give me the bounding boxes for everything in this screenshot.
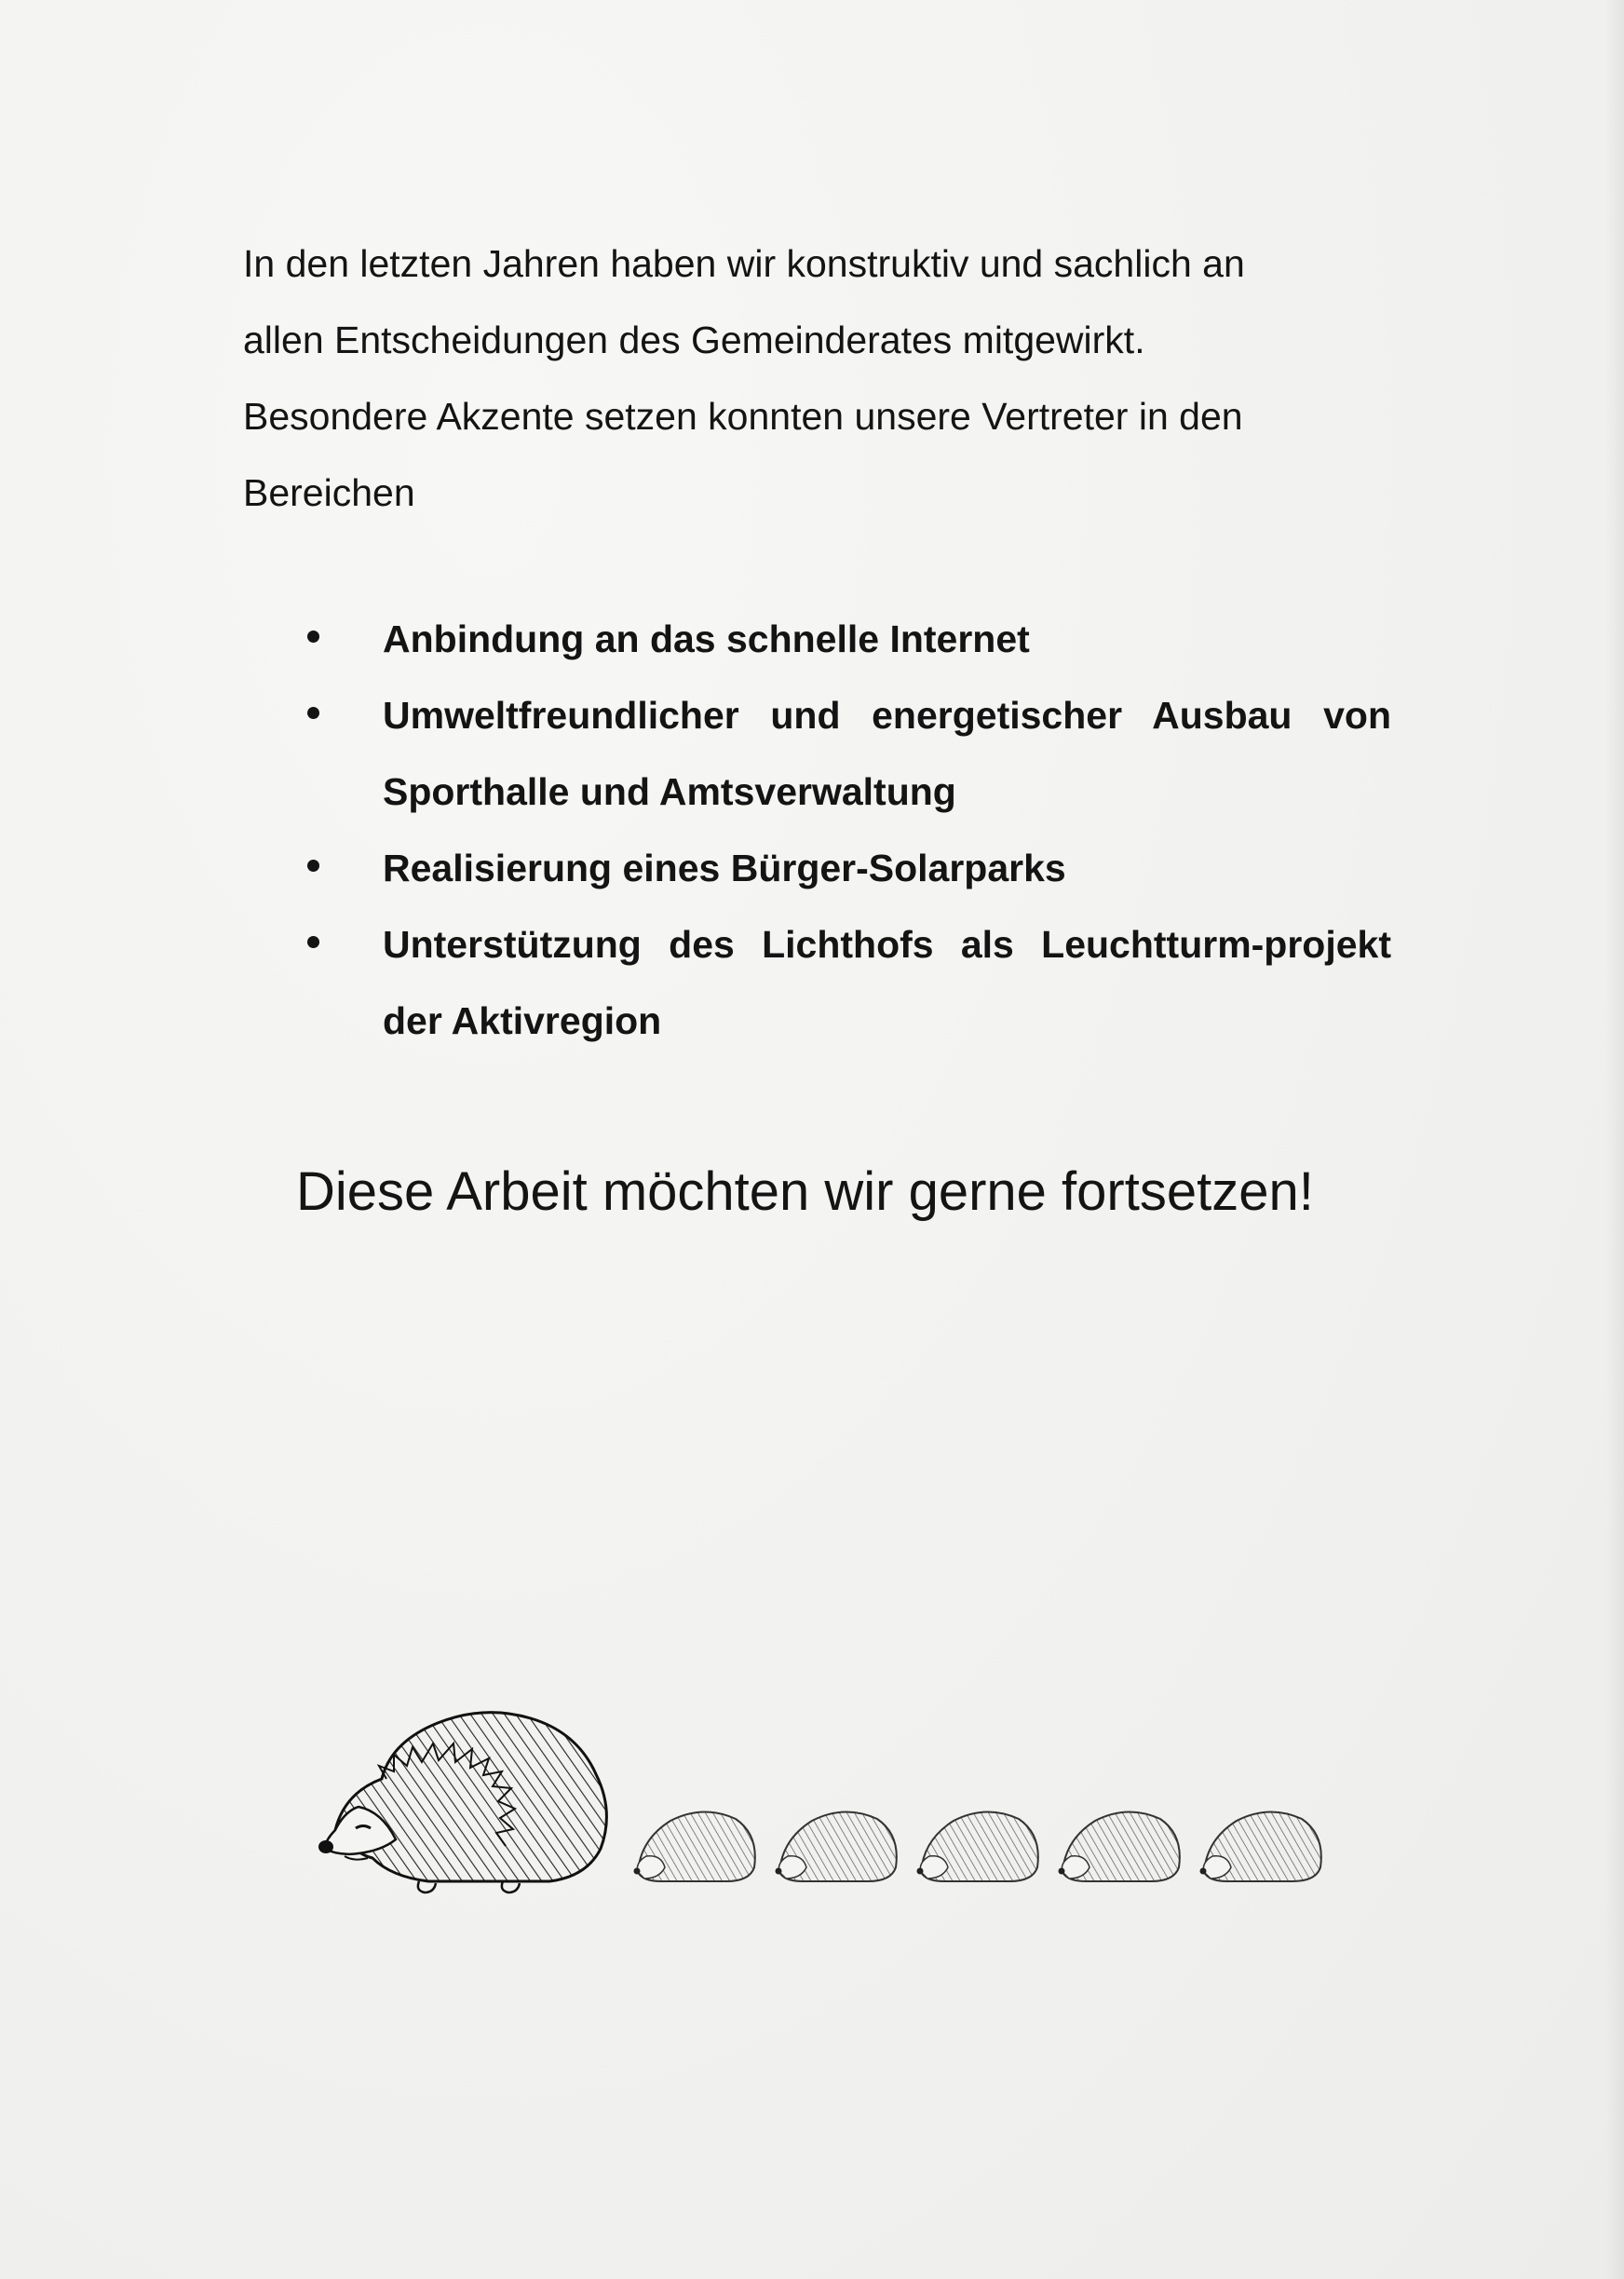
hedgehog-icon <box>1200 1811 1321 1881</box>
list-item <box>307 601 1391 677</box>
intro-line: Bereichen <box>243 471 415 514</box>
list-item-text: Realisierung eines Bürger-Solarparks <box>383 847 1066 889</box>
list-item <box>307 830 1391 906</box>
hedgehog-icon <box>917 1811 1038 1881</box>
list-item-text: Unterstützung des Lichthofs als Leuchtturm-projekt der Aktivregion <box>383 923 1391 1042</box>
list-item <box>307 906 1391 1059</box>
bullet-icon <box>307 860 319 872</box>
intro-line: In den letzten Jahren haben wir konstruktiv und sachlich an <box>243 242 1245 285</box>
list-item-text: Umweltfreundlicher und energetischer Ausbau von Sporthalle und Amtsverwaltung <box>383 694 1391 813</box>
bullet-icon <box>307 707 319 719</box>
bullet-icon <box>307 936 319 948</box>
slogan: Diese Arbeit möchten wir gerne fortsetzen! <box>296 1161 1314 1222</box>
intro-line: allen Entscheidungen des Gemeinderates mitgewirkt. <box>243 319 1145 361</box>
list-item <box>307 677 1391 830</box>
hedgehog-icon <box>318 1713 606 1892</box>
hedgehog-illustration <box>317 1690 1341 1905</box>
bullet-icon <box>307 631 319 643</box>
achievement-list <box>307 601 1391 1059</box>
list-item-text: Anbindung an das schnelle Internet <box>383 617 1030 660</box>
hedgehog-icon <box>634 1811 755 1881</box>
intro-line: Besondere Akzente setzen konnten unsere Vertreter in den <box>243 395 1243 438</box>
intro-paragraph <box>243 225 1398 531</box>
hedgehog-icon <box>1059 1811 1180 1881</box>
hedgehog-icon <box>776 1811 897 1881</box>
page-edge-shadow <box>1605 0 1624 2279</box>
